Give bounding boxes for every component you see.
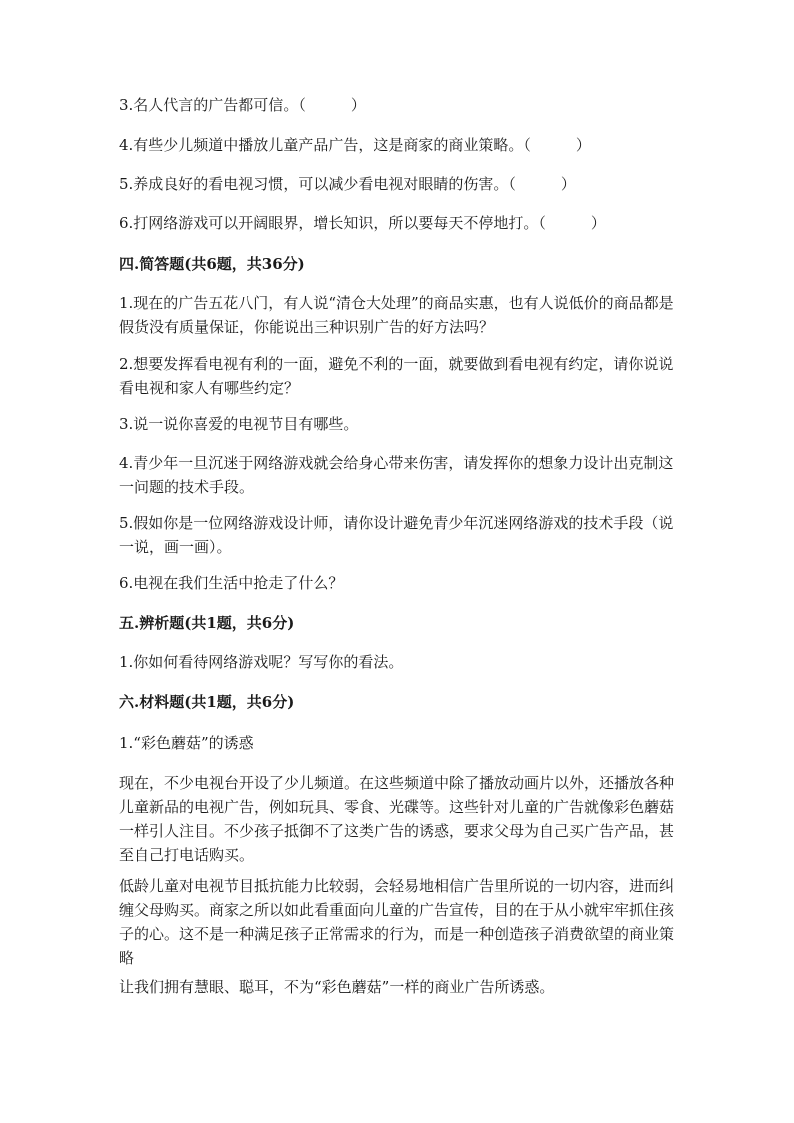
question-4-5: 5.假如你是一位网络游戏设计师，请你设计避免青少年沉迷网络游戏的技术手段（说一说，画一画）。 [119,514,674,556]
section-4-heading: 四.简答题(共6题，共36分) [119,255,305,273]
material-paragraph-2: 低龄儿童对电视节目抵抗能力比较弱，会轻易地相信广告里所说的一切内容，进而纠缠父母购买。商家之所以如此看重面向儿童的广告宣传，目的在于从小就牢牢抓住孩子的心。这不是一种满足孩子正常需求的行为，而是一种创造孩子消费欲望的商业策略 [119,877,675,967]
question-4-4: 4.青少年一旦沉迷于网络游戏就会给身心带来伤害，请发挥你的想象力设计出克制这一问题的技术手段。 [119,454,674,496]
question-3-3: 3.名人代言的广告都可信。（ ） [119,96,366,114]
question-3-6: 6.打网络游戏可以开阔眼界，增长知识，所以要每天不停地打。（ ） [119,214,606,232]
section-6-heading: 六.材料题(共1题，共6分) [119,693,295,711]
question-4-6: 6.电视在我们生活中抢走了什么？ [119,574,344,592]
material-paragraph-1: 现在，不少电视台开设了少儿频道。在这些频道中除了播放动画片以外，还播放各种儿童新品的电视广告，例如玩具、零食、光碟等。这些针对儿童的广告就像彩色蘑菇一样引人注目。不少孩子抵御不了这类广告的诱惑，要求父母为自己买广告产品，甚至自己打电话购买。 [119,774,675,864]
question-3-5: 5.养成良好的看电视习惯，可以减少看电视对眼睛的伤害。（ ） [119,175,576,193]
question-4-2: 2.想要发挥看电视有利的一面，避免不利的一面，就要做到看电视有约定，请你说说看电视和家人有哪些约定？ [119,355,674,397]
question-4-1: 1.现在的广告五花八门，有人说“清仓大处理”的商品实惠，也有人说低价的商品都是假货没有质量保证，你能说出三种识别广告的好方法吗？ [119,294,674,336]
section-5-heading: 五.辨析题(共1题，共6分) [119,614,295,632]
question-3-4: 4.有些少儿频道中播放儿童产品广告，这是商家的商业策略。（ ） [119,136,591,154]
material-paragraph-3: 让我们拥有慧眼、聪耳，不为“彩色蘑菇”一样的商业广告所诱惑。 [119,978,555,996]
question-6-1-title: 1.“彩色蘑菇”的诱惑 [119,734,254,752]
question-5-1: 1.你如何看待网络游戏呢？写写你的看法。 [119,653,404,671]
question-4-3: 3.说一说你喜爱的电视节目有哪些。 [119,415,359,433]
